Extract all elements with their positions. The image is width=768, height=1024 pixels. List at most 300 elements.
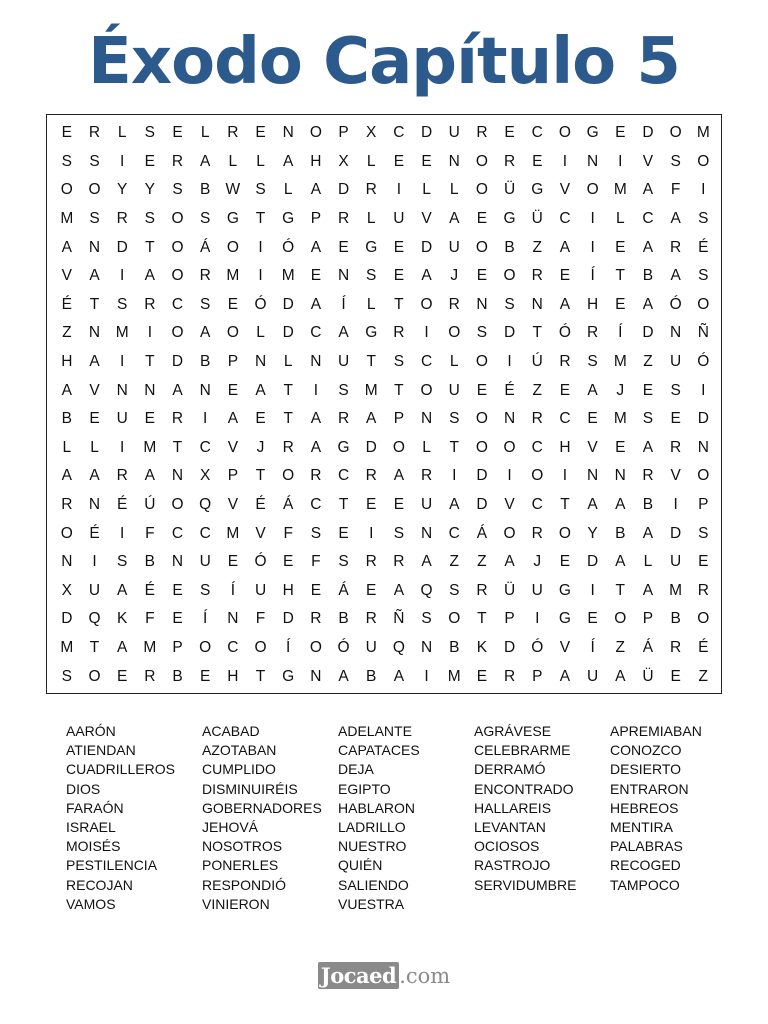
- grid-cell[interactable]: E: [615, 295, 626, 313]
- grid-cell[interactable]: U: [88, 581, 101, 599]
- grid-cell[interactable]: B: [172, 667, 183, 685]
- grid-cell[interactable]: O: [420, 381, 433, 399]
- grid-cell[interactable]: M: [60, 210, 74, 228]
- grid-cell[interactable]: V: [227, 438, 239, 456]
- grid-cell[interactable]: A: [393, 667, 405, 685]
- grid-cell[interactable]: T: [255, 667, 266, 685]
- grid-cell[interactable]: I: [562, 152, 568, 170]
- grid-cell[interactable]: Ü: [642, 667, 654, 685]
- grid-cell[interactable]: E: [366, 496, 377, 514]
- grid-cell[interactable]: N: [61, 553, 73, 571]
- grid-cell[interactable]: A: [642, 181, 654, 199]
- grid-cell[interactable]: B: [200, 353, 211, 371]
- grid-cell[interactable]: L: [228, 152, 238, 170]
- grid-cell[interactable]: R: [144, 295, 156, 313]
- grid-cell[interactable]: E: [227, 553, 239, 571]
- grid-cell[interactable]: O: [171, 267, 184, 285]
- grid-cell[interactable]: S: [200, 210, 211, 228]
- grid-cell[interactable]: N: [171, 553, 184, 571]
- grid-cell[interactable]: H: [282, 581, 294, 599]
- grid-cell[interactable]: R: [337, 210, 350, 228]
- grid-cell[interactable]: O: [669, 124, 682, 142]
- grid-cell[interactable]: S: [89, 210, 100, 228]
- grid-cell[interactable]: E: [393, 238, 405, 256]
- grid-cell[interactable]: O: [171, 496, 184, 514]
- grid-cell[interactable]: N: [310, 353, 322, 371]
- grid-cell[interactable]: T: [255, 210, 266, 228]
- grid-cell[interactable]: E: [338, 238, 349, 256]
- grid-cell[interactable]: N: [503, 410, 516, 428]
- grid-cell[interactable]: R: [365, 467, 377, 485]
- grid-cell[interactable]: A: [449, 496, 460, 514]
- grid-cell[interactable]: T: [366, 353, 376, 371]
- grid-cell[interactable]: I: [590, 238, 595, 256]
- grid-cell[interactable]: E: [227, 295, 239, 313]
- grid-cell[interactable]: N: [670, 324, 682, 342]
- grid-cell[interactable]: E: [117, 667, 128, 685]
- grid-cell[interactable]: A: [670, 267, 681, 285]
- grid-cell[interactable]: B: [144, 553, 156, 571]
- grid-cell[interactable]: O: [614, 610, 627, 628]
- grid-cell[interactable]: R: [503, 667, 516, 685]
- grid-cell[interactable]: T: [394, 295, 404, 313]
- grid-cell[interactable]: T: [89, 638, 100, 656]
- grid-cell[interactable]: D: [670, 524, 682, 542]
- grid-cell[interactable]: V: [559, 181, 571, 199]
- grid-cell[interactable]: S: [642, 410, 654, 428]
- grid-cell[interactable]: O: [309, 124, 322, 142]
- grid-cell[interactable]: S: [61, 667, 72, 685]
- grid-cell[interactable]: É: [698, 238, 709, 256]
- grid-cell[interactable]: A: [310, 181, 322, 199]
- grid-cell[interactable]: S: [393, 353, 405, 371]
- grid-cell[interactable]: A: [310, 238, 322, 256]
- grid-cell[interactable]: X: [338, 152, 349, 170]
- grid-cell[interactable]: S: [200, 581, 211, 599]
- grid-cell[interactable]: N: [88, 324, 101, 342]
- grid-cell[interactable]: S: [366, 267, 377, 285]
- grid-cell[interactable]: Z: [532, 381, 542, 399]
- grid-cell[interactable]: Q: [199, 496, 212, 514]
- grid-cell[interactable]: S: [310, 524, 322, 542]
- grid-cell[interactable]: Í: [590, 267, 595, 285]
- grid-cell[interactable]: E: [144, 152, 156, 170]
- grid-cell[interactable]: N: [587, 467, 599, 485]
- grid-cell[interactable]: N: [171, 467, 184, 485]
- grid-cell[interactable]: L: [256, 152, 265, 170]
- grid-cell[interactable]: F: [670, 181, 681, 199]
- grid-cell[interactable]: Z: [643, 353, 653, 371]
- grid-cell[interactable]: H: [310, 152, 322, 170]
- grid-cell[interactable]: I: [120, 438, 125, 456]
- grid-cell[interactable]: Í: [590, 638, 595, 656]
- grid-cell[interactable]: O: [60, 181, 73, 199]
- grid-cell[interactable]: S: [698, 210, 709, 228]
- grid-cell[interactable]: U: [420, 496, 433, 514]
- grid-cell[interactable]: U: [670, 553, 682, 571]
- grid-cell[interactable]: Z: [449, 553, 459, 571]
- grid-cell[interactable]: T: [532, 324, 542, 342]
- grid-cell[interactable]: R: [670, 638, 682, 656]
- grid-cell[interactable]: M: [613, 410, 627, 428]
- grid-cell[interactable]: E: [476, 210, 488, 228]
- grid-cell[interactable]: R: [420, 467, 433, 485]
- grid-cell[interactable]: E: [227, 381, 239, 399]
- grid-cell[interactable]: T: [615, 267, 625, 285]
- grid-cell[interactable]: B: [338, 610, 349, 628]
- grid-cell[interactable]: N: [420, 638, 433, 656]
- grid-cell[interactable]: O: [226, 238, 239, 256]
- grid-cell[interactable]: D: [503, 324, 516, 342]
- grid-cell[interactable]: Z: [698, 667, 709, 685]
- grid-cell[interactable]: I: [535, 610, 540, 628]
- grid-cell[interactable]: U: [199, 553, 211, 571]
- grid-cell[interactable]: É: [89, 524, 100, 542]
- grid-cell[interactable]: O: [309, 638, 322, 656]
- grid-cell[interactable]: N: [227, 610, 239, 628]
- grid-cell[interactable]: C: [559, 410, 571, 428]
- grid-cell[interactable]: Ó: [531, 638, 544, 656]
- grid-cell[interactable]: O: [171, 324, 184, 342]
- grid-cell[interactable]: L: [643, 553, 653, 571]
- grid-cell[interactable]: B: [615, 524, 626, 542]
- grid-cell[interactable]: U: [254, 581, 267, 599]
- grid-cell[interactable]: R: [531, 267, 543, 285]
- grid-cell[interactable]: V: [504, 496, 515, 514]
- grid-cell[interactable]: Q: [88, 610, 101, 628]
- grid-cell[interactable]: G: [531, 181, 544, 199]
- grid-cell[interactable]: D: [642, 124, 654, 142]
- grid-cell[interactable]: B: [200, 181, 211, 199]
- grid-cell[interactable]: E: [200, 667, 211, 685]
- grid-cell[interactable]: C: [171, 295, 184, 313]
- grid-cell[interactable]: R: [697, 581, 709, 599]
- grid-cell[interactable]: S: [338, 553, 349, 571]
- grid-cell[interactable]: E: [642, 381, 654, 399]
- grid-cell[interactable]: N: [144, 381, 156, 399]
- grid-cell[interactable]: A: [559, 667, 571, 685]
- grid-cell[interactable]: D: [282, 610, 294, 628]
- grid-cell[interactable]: É: [117, 496, 128, 514]
- grid-cell[interactable]: Z: [62, 324, 72, 342]
- grid-cell[interactable]: S: [61, 152, 72, 170]
- grid-cell[interactable]: U: [448, 124, 460, 142]
- grid-cell[interactable]: R: [393, 324, 405, 342]
- grid-cell[interactable]: C: [310, 324, 322, 342]
- grid-cell[interactable]: A: [615, 496, 626, 514]
- grid-cell[interactable]: P: [338, 124, 349, 142]
- grid-cell[interactable]: Y: [144, 181, 156, 199]
- grid-cell[interactable]: M: [226, 267, 240, 285]
- grid-cell[interactable]: U: [393, 210, 405, 228]
- grid-cell[interactable]: G: [558, 581, 571, 599]
- grid-cell[interactable]: E: [587, 410, 598, 428]
- grid-cell[interactable]: Ñ: [393, 610, 405, 628]
- grid-cell[interactable]: H: [227, 667, 239, 685]
- grid-cell[interactable]: E: [89, 410, 100, 428]
- grid-cell[interactable]: L: [62, 438, 72, 456]
- grid-cell[interactable]: L: [366, 295, 376, 313]
- grid-cell[interactable]: A: [89, 467, 100, 485]
- grid-cell[interactable]: B: [670, 610, 681, 628]
- grid-cell[interactable]: Ó: [282, 238, 295, 256]
- grid-cell[interactable]: M: [613, 353, 627, 371]
- grid-cell[interactable]: P: [227, 467, 239, 485]
- grid-cell[interactable]: X: [200, 467, 211, 485]
- grid-cell[interactable]: O: [475, 152, 488, 170]
- grid-cell[interactable]: D: [476, 496, 488, 514]
- grid-cell[interactable]: E: [310, 267, 322, 285]
- grid-cell[interactable]: E: [172, 124, 183, 142]
- grid-cell[interactable]: F: [255, 610, 266, 628]
- grid-cell[interactable]: O: [254, 638, 267, 656]
- grid-cell[interactable]: L: [366, 210, 376, 228]
- grid-cell[interactable]: I: [507, 467, 512, 485]
- grid-cell[interactable]: L: [283, 353, 293, 371]
- grid-cell[interactable]: G: [226, 210, 239, 228]
- grid-cell[interactable]: I: [120, 267, 125, 285]
- grid-cell[interactable]: S: [144, 124, 156, 142]
- grid-cell[interactable]: E: [559, 381, 571, 399]
- grid-cell[interactable]: Í: [230, 581, 236, 599]
- grid-cell[interactable]: W: [225, 181, 241, 199]
- grid-cell[interactable]: E: [338, 524, 349, 542]
- grid-cell[interactable]: S: [504, 295, 515, 313]
- grid-cell[interactable]: E: [670, 410, 681, 428]
- grid-cell[interactable]: E: [393, 152, 405, 170]
- grid-cell[interactable]: O: [503, 524, 516, 542]
- grid-cell[interactable]: P: [172, 638, 183, 656]
- grid-cell[interactable]: V: [421, 210, 432, 228]
- grid-cell[interactable]: R: [503, 152, 516, 170]
- grid-cell[interactable]: N: [448, 152, 460, 170]
- grid-cell[interactable]: A: [670, 210, 681, 228]
- grid-cell[interactable]: A: [587, 381, 598, 399]
- grid-cell[interactable]: N: [116, 381, 128, 399]
- grid-cell[interactable]: M: [143, 438, 157, 456]
- grid-cell[interactable]: B: [642, 496, 654, 514]
- grid-cell[interactable]: A: [144, 467, 156, 485]
- grid-cell[interactable]: D: [587, 553, 599, 571]
- grid-cell[interactable]: N: [337, 267, 350, 285]
- grid-cell[interactable]: S: [698, 524, 709, 542]
- grid-cell[interactable]: D: [282, 324, 294, 342]
- grid-cell[interactable]: N: [88, 496, 101, 514]
- grid-cell[interactable]: S: [172, 181, 183, 199]
- grid-cell[interactable]: E: [587, 610, 598, 628]
- grid-cell[interactable]: S: [449, 581, 460, 599]
- grid-cell[interactable]: C: [531, 496, 543, 514]
- grid-cell[interactable]: O: [503, 267, 516, 285]
- grid-cell[interactable]: O: [282, 467, 295, 485]
- grid-cell[interactable]: A: [449, 210, 460, 228]
- grid-cell[interactable]: R: [171, 410, 184, 428]
- grid-cell[interactable]: O: [475, 238, 488, 256]
- grid-cell[interactable]: A: [642, 524, 654, 542]
- grid-cell[interactable]: Á: [476, 524, 488, 542]
- grid-cell[interactable]: N: [254, 353, 267, 371]
- grid-cell[interactable]: R: [393, 553, 405, 571]
- grid-cell[interactable]: O: [448, 610, 461, 628]
- grid-cell[interactable]: M: [60, 638, 74, 656]
- grid-cell[interactable]: S: [421, 610, 432, 628]
- grid-cell[interactable]: L: [117, 124, 127, 142]
- grid-cell[interactable]: Á: [200, 238, 211, 256]
- grid-cell[interactable]: A: [255, 381, 266, 399]
- grid-cell[interactable]: S: [144, 210, 156, 228]
- grid-cell[interactable]: G: [365, 324, 378, 342]
- grid-cell[interactable]: M: [447, 667, 461, 685]
- grid-cell[interactable]: M: [115, 324, 129, 342]
- grid-cell[interactable]: R: [531, 524, 543, 542]
- grid-cell[interactable]: L: [449, 353, 459, 371]
- grid-cell[interactable]: Z: [615, 638, 625, 656]
- grid-cell[interactable]: U: [531, 581, 543, 599]
- grid-cell[interactable]: O: [503, 438, 516, 456]
- grid-cell[interactable]: O: [475, 353, 488, 371]
- grid-cell[interactable]: R: [116, 210, 128, 228]
- grid-cell[interactable]: R: [531, 410, 543, 428]
- grid-cell[interactable]: E: [559, 553, 571, 571]
- grid-cell[interactable]: A: [61, 381, 72, 399]
- grid-cell[interactable]: E: [393, 496, 405, 514]
- grid-cell[interactable]: R: [88, 124, 101, 142]
- grid-cell[interactable]: E: [615, 238, 626, 256]
- grid-cell[interactable]: O: [420, 295, 433, 313]
- grid-cell[interactable]: A: [338, 324, 349, 342]
- grid-cell[interactable]: V: [670, 467, 681, 485]
- grid-cell[interactable]: X: [61, 581, 72, 599]
- grid-cell[interactable]: U: [116, 410, 128, 428]
- grid-cell[interactable]: M: [364, 381, 378, 399]
- grid-cell[interactable]: R: [310, 610, 322, 628]
- grid-cell[interactable]: A: [89, 267, 100, 285]
- grid-cell[interactable]: G: [503, 210, 516, 228]
- grid-cell[interactable]: A: [310, 438, 322, 456]
- grid-cell[interactable]: O: [88, 667, 101, 685]
- grid-cell[interactable]: F: [311, 553, 321, 571]
- grid-cell[interactable]: Ñ: [697, 324, 709, 342]
- grid-cell[interactable]: E: [476, 267, 488, 285]
- grid-cell[interactable]: A: [144, 267, 156, 285]
- grid-cell[interactable]: M: [613, 181, 627, 199]
- grid-cell[interactable]: B: [61, 410, 72, 428]
- grid-cell[interactable]: C: [559, 210, 571, 228]
- grid-cell[interactable]: A: [89, 353, 100, 371]
- grid-cell[interactable]: I: [258, 267, 263, 285]
- grid-cell[interactable]: N: [531, 295, 543, 313]
- grid-cell[interactable]: I: [120, 353, 125, 371]
- grid-cell[interactable]: D: [365, 438, 377, 456]
- grid-cell[interactable]: I: [618, 152, 623, 170]
- grid-cell[interactable]: P: [227, 353, 239, 371]
- grid-cell[interactable]: Y: [117, 181, 128, 199]
- grid-cell[interactable]: Ó: [337, 638, 350, 656]
- grid-cell[interactable]: N: [476, 295, 488, 313]
- grid-cell[interactable]: C: [448, 524, 460, 542]
- grid-cell[interactable]: H: [559, 438, 571, 456]
- grid-cell[interactable]: I: [258, 238, 263, 256]
- grid-cell[interactable]: L: [449, 181, 459, 199]
- grid-cell[interactable]: O: [475, 410, 488, 428]
- grid-cell[interactable]: O: [531, 467, 544, 485]
- grid-cell[interactable]: D: [697, 410, 709, 428]
- grid-cell[interactable]: P: [642, 610, 654, 628]
- grid-cell[interactable]: N: [199, 381, 211, 399]
- grid-cell[interactable]: A: [642, 295, 654, 313]
- grid-cell[interactable]: Ú: [144, 496, 156, 514]
- grid-cell[interactable]: C: [531, 438, 543, 456]
- grid-cell[interactable]: S: [670, 381, 681, 399]
- grid-cell[interactable]: V: [61, 267, 72, 285]
- grid-cell[interactable]: A: [642, 238, 654, 256]
- grid-cell[interactable]: A: [615, 667, 626, 685]
- grid-cell[interactable]: P: [504, 610, 515, 628]
- grid-cell[interactable]: É: [698, 638, 709, 656]
- grid-cell[interactable]: C: [393, 124, 405, 142]
- grid-cell[interactable]: T: [172, 438, 183, 456]
- grid-cell[interactable]: E: [504, 124, 515, 142]
- grid-cell[interactable]: E: [393, 267, 405, 285]
- grid-cell[interactable]: R: [476, 124, 488, 142]
- grid-cell[interactable]: E: [61, 124, 72, 142]
- grid-cell[interactable]: É: [61, 295, 72, 313]
- grid-cell[interactable]: I: [673, 496, 678, 514]
- grid-cell[interactable]: É: [255, 496, 266, 514]
- grid-cell[interactable]: O: [448, 324, 461, 342]
- grid-cell[interactable]: N: [614, 467, 626, 485]
- grid-cell[interactable]: T: [145, 238, 155, 256]
- grid-cell[interactable]: R: [670, 238, 682, 256]
- grid-cell[interactable]: A: [393, 467, 405, 485]
- grid-cell[interactable]: O: [392, 438, 405, 456]
- grid-cell[interactable]: E: [366, 581, 377, 599]
- grid-cell[interactable]: A: [200, 324, 211, 342]
- grid-cell[interactable]: A: [504, 553, 515, 571]
- grid-cell[interactable]: A: [421, 267, 432, 285]
- grid-cell[interactable]: Q: [420, 581, 433, 599]
- grid-cell[interactable]: A: [559, 295, 571, 313]
- grid-cell[interactable]: S: [117, 295, 128, 313]
- grid-cell[interactable]: L: [422, 181, 431, 199]
- grid-cell[interactable]: R: [282, 438, 294, 456]
- grid-cell[interactable]: H: [61, 353, 73, 371]
- grid-cell[interactable]: V: [587, 438, 598, 456]
- grid-cell[interactable]: I: [147, 324, 152, 342]
- grid-cell[interactable]: R: [337, 410, 350, 428]
- grid-cell[interactable]: T: [283, 410, 293, 428]
- grid-cell[interactable]: A: [172, 381, 183, 399]
- grid-cell[interactable]: Ó: [558, 324, 571, 342]
- grid-cell[interactable]: F: [145, 610, 155, 628]
- grid-cell[interactable]: O: [558, 124, 571, 142]
- grid-cell[interactable]: L: [366, 152, 376, 170]
- grid-cell[interactable]: J: [450, 267, 459, 285]
- grid-cell[interactable]: S: [89, 152, 100, 170]
- grid-cell[interactable]: G: [365, 238, 378, 256]
- grid-cell[interactable]: R: [365, 553, 377, 571]
- grid-cell[interactable]: P: [393, 410, 405, 428]
- grid-cell[interactable]: A: [587, 496, 598, 514]
- grid-cell[interactable]: T: [255, 467, 266, 485]
- grid-cell[interactable]: R: [171, 152, 184, 170]
- grid-cell[interactable]: Z: [532, 238, 542, 256]
- grid-cell[interactable]: T: [449, 438, 459, 456]
- grid-cell[interactable]: K: [117, 610, 128, 628]
- grid-cell[interactable]: A: [366, 410, 377, 428]
- grid-cell[interactable]: Ó: [669, 295, 682, 313]
- grid-cell[interactable]: F: [145, 524, 155, 542]
